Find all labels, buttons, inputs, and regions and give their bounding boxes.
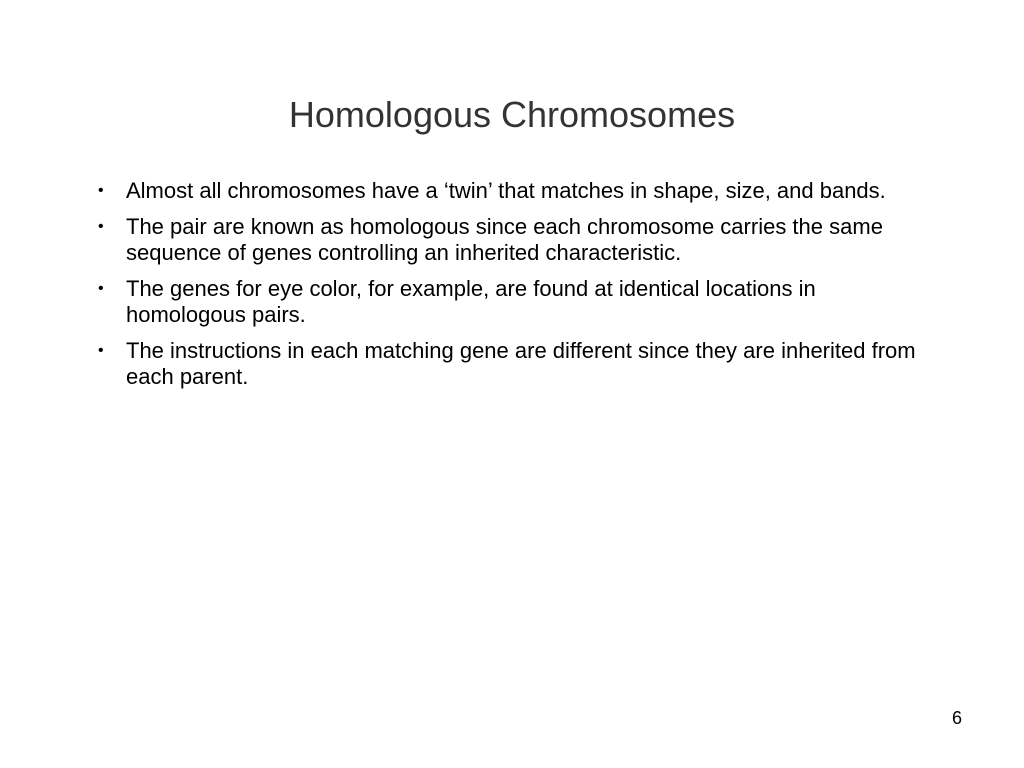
bullet-text: The pair are known as homologous since each chromosome carries the same sequence of genes controlling an inherited characteristic. — [126, 214, 883, 265]
bullet-item — [98, 338, 918, 390]
bullet-item — [98, 214, 918, 266]
bullet-item — [98, 276, 918, 328]
bullet-item — [98, 178, 918, 204]
bullet-text: Almost all chromosomes have a ‘twin’ that matches in shape, size, and bands. — [126, 178, 886, 203]
bullet-text: The genes for eye color, for example, are found at identical locations in homologous pairs. — [126, 276, 816, 327]
bullet-icon: • — [98, 218, 104, 235]
bullet-list — [98, 178, 918, 400]
bullet-icon: • — [98, 182, 104, 199]
bullet-icon: • — [98, 342, 104, 359]
slide-title: Homologous Chromosomes — [288, 94, 736, 135]
bullet-text: The instructions in each matching gene are different since they are inherited from each parent. — [126, 338, 916, 389]
bullet-icon: • — [98, 280, 104, 297]
page-number: 6 — [951, 708, 962, 728]
